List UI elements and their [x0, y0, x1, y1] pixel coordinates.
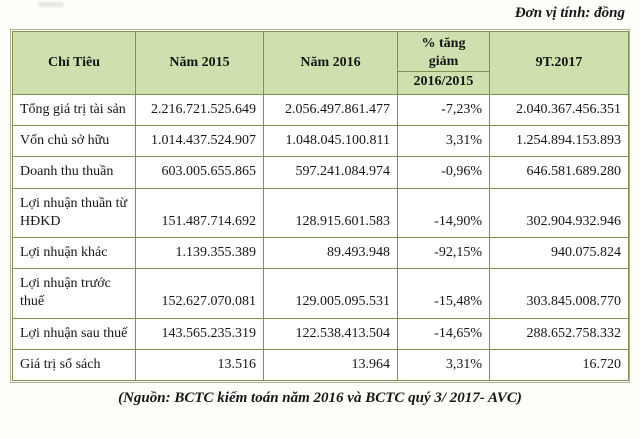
cell-nam-2016: 1.048.045.100.811 [264, 126, 398, 157]
pct-change-label [398, 32, 489, 71]
row-label: Giá trị sổ sách [13, 349, 136, 380]
cell-nam-2016: 128.915.601.583 [264, 188, 398, 237]
cell-nam-2015: 2.216.721.525.649 [136, 95, 264, 126]
row-label: Doanh thu thuần [13, 157, 136, 188]
row-label: Lợi nhuận trước thuế [13, 269, 136, 318]
cell-nam-2016: 13.964 [264, 349, 398, 380]
pct-header-stack [398, 32, 489, 94]
col-header-pct-change [398, 32, 490, 95]
unit-note: Đơn vị tính: đồng [514, 5, 625, 21]
header-row [13, 32, 629, 95]
cell-pct-change: -92,15% [398, 237, 490, 268]
financial-table [12, 31, 629, 381]
table-row [13, 318, 629, 349]
cell-nam-2015: 603.005.655.865 [136, 157, 264, 188]
table-row [13, 95, 629, 126]
table-row [13, 157, 629, 188]
cell-nam-2016: 2.056.497.861.477 [264, 95, 398, 126]
cell-nam-2015: 13.516 [136, 349, 264, 380]
col-header-9t-2017: 9T.2017 [490, 32, 629, 95]
cell-pct-change: 3,31% [398, 126, 490, 157]
pct-change-label-text: % tăng giảm [421, 36, 466, 69]
table-row [13, 349, 629, 380]
row-label: Lợi nhuận khác [13, 237, 136, 268]
financial-table-frame [10, 29, 630, 383]
row-label: Vốn chủ sở hữu [13, 126, 136, 157]
cell-9t-2017: 288.652.758.332 [490, 318, 629, 349]
cell-pct-change: -14,90% [398, 188, 490, 237]
scan-artifact-mark [38, 2, 64, 7]
col-header-nam-2016: Năm 2016 [264, 32, 398, 95]
cell-pct-change: -7,23% [398, 95, 490, 126]
table-row [13, 237, 629, 268]
table-row [13, 269, 629, 318]
pct-change-period: 2016/2015 [398, 71, 489, 94]
source-note: (Nguồn: BCTC kiểm toán năm 2016 và BCTC quý 3/ 2017- AVC) [118, 389, 522, 406]
cell-nam-2015: 1.014.437.524.907 [136, 126, 264, 157]
cell-9t-2017: 940.075.824 [490, 237, 629, 268]
cell-nam-2016: 129.005.095.531 [264, 269, 398, 318]
cell-9t-2017: 646.581.689.280 [490, 157, 629, 188]
cell-nam-2016: 597.241.084.974 [264, 157, 398, 188]
row-label: Tổng giá trị tài sản [13, 95, 136, 126]
cell-9t-2017: 2.040.367.456.351 [490, 95, 629, 126]
cell-pct-change: 3,31% [398, 349, 490, 380]
col-header-chi-tieu: Chỉ Tiêu [13, 32, 136, 95]
cell-pct-change: -14,65% [398, 318, 490, 349]
cell-pct-change: -0,96% [398, 157, 490, 188]
cell-9t-2017: 302.904.932.946 [490, 188, 629, 237]
cell-9t-2017: 16.720 [490, 349, 629, 380]
cell-nam-2015: 143.565.235.319 [136, 318, 264, 349]
cell-9t-2017: 1.254.894.153.893 [490, 126, 629, 157]
cell-nam-2015: 1.139.355.389 [136, 237, 264, 268]
row-label: Lợi nhuận thuần từ HĐKD [13, 188, 136, 237]
col-header-nam-2015: Năm 2015 [136, 32, 264, 95]
cell-9t-2017: 303.845.008.770 [490, 269, 629, 318]
cell-nam-2016: 122.538.413.504 [264, 318, 398, 349]
cell-nam-2016: 89.493.948 [264, 237, 398, 268]
cell-pct-change: -15,48% [398, 269, 490, 318]
cell-nam-2015: 151.487.714.692 [136, 188, 264, 237]
table-row [13, 188, 629, 237]
row-label: Lợi nhuận sau thuế [13, 318, 136, 349]
table-row [13, 126, 629, 157]
cell-nam-2015: 152.627.070.081 [136, 269, 264, 318]
